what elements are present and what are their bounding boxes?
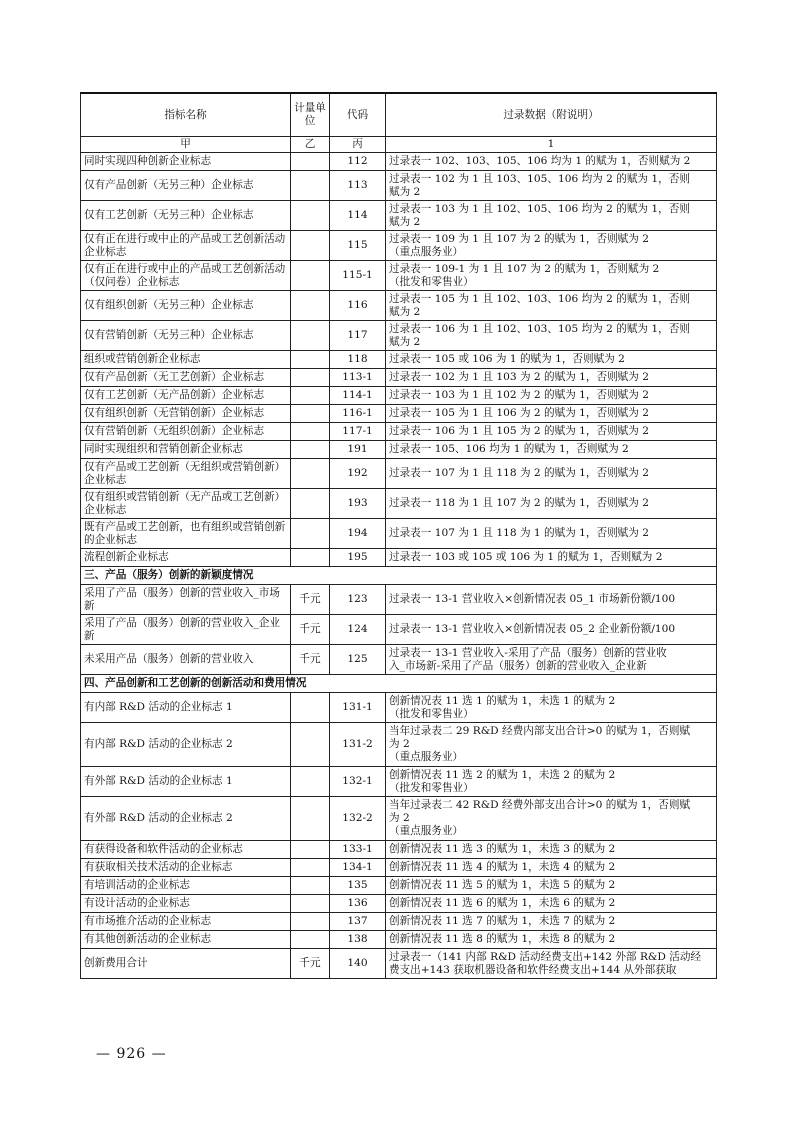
- row-desc-line: 赋为 2: [389, 185, 421, 198]
- table-row: [81, 693, 717, 723]
- row-name: 组织或营销创新企业标志: [81, 351, 291, 369]
- header-unit: 计量单位: [291, 93, 330, 137]
- row-desc-line: 过录表一 103 或 105 或 106 为 1 的赋为 1，否则赋为 2: [389, 551, 663, 563]
- row-desc-line: 过录表一 109 为 1 且 107 为 2 的赋为 1，否则赋为 2: [389, 232, 649, 245]
- table-row: [81, 585, 717, 615]
- row-unit: [291, 459, 330, 489]
- row-desc: [386, 693, 717, 723]
- row-name: 流程创新企业标志: [81, 549, 291, 567]
- row-desc: [386, 949, 717, 979]
- table-row: [81, 369, 717, 387]
- row-code: 133-1: [330, 841, 386, 859]
- row-name: 创新费用合计: [81, 949, 291, 979]
- row-desc-line: 创新情况表 11 选 8 的赋为 1，未选 8 的赋为 2: [389, 933, 616, 945]
- label-name: 甲: [81, 137, 291, 153]
- section-row: [81, 567, 717, 585]
- table-row: [81, 723, 717, 767]
- row-unit: [291, 387, 330, 405]
- row-code: 136: [330, 895, 386, 913]
- row-code: 195: [330, 549, 386, 567]
- table-row: [81, 171, 717, 201]
- row-desc: [386, 405, 717, 423]
- table-row: [81, 913, 717, 931]
- row-unit: [291, 859, 330, 877]
- row-desc: [386, 913, 717, 931]
- section-row: [81, 675, 717, 693]
- row-desc-line: 为 2: [389, 812, 410, 824]
- table-row: [81, 877, 717, 895]
- table-row: [81, 153, 717, 171]
- row-name: 有市场推介活动的企业标志: [81, 913, 291, 931]
- row-name: 仅有组织创新（无营销创新）企业标志: [81, 405, 291, 423]
- row-desc: [386, 585, 717, 615]
- row-unit: 千元: [291, 585, 330, 615]
- row-desc-line: 为 2: [389, 738, 410, 750]
- row-desc: [386, 171, 717, 201]
- table-row: [81, 645, 717, 675]
- row-code: 115-1: [330, 261, 386, 291]
- row-code: 191: [330, 441, 386, 459]
- row-desc: [386, 645, 717, 675]
- row-name: 同时实现组织和营销创新企业标志: [81, 441, 291, 459]
- table-row: [81, 797, 717, 841]
- table-header-row: [81, 93, 717, 137]
- table-row: [81, 351, 717, 369]
- header-name: 指标名称: [81, 93, 291, 137]
- label-code: 丙: [330, 137, 386, 153]
- row-desc-line: 过录表一 118 为 1 且 107 为 2 的赋为 1，否则赋为 2: [389, 497, 649, 509]
- row-name: 仅有正在进行或中止的产品或工艺创新活动（仅问卷）企业标志: [81, 261, 291, 291]
- row-name: 仅有产品创新（无工艺创新）企业标志: [81, 369, 291, 387]
- row-desc-line: 创新情况表 11 选 5 的赋为 1，未选 5 的赋为 2: [389, 879, 616, 891]
- row-desc: [386, 549, 717, 567]
- row-desc-line: 赋为 2: [389, 305, 421, 318]
- row-unit: [291, 405, 330, 423]
- row-unit: [291, 261, 330, 291]
- row-desc: [386, 261, 717, 291]
- row-name: 有内部 R&D 活动的企业标志 1: [81, 693, 291, 723]
- row-desc: [386, 931, 717, 949]
- row-desc-line: 创新情况表 11 选 4 的赋为 1，未选 4 的赋为 2: [389, 861, 616, 873]
- row-desc: [386, 723, 717, 767]
- row-unit: [291, 291, 330, 321]
- row-name: 既有产品或工艺创新，也有组织或营销创新的企业标志: [81, 519, 291, 549]
- row-unit: 千元: [291, 615, 330, 645]
- table-row: [81, 767, 717, 797]
- row-desc: [386, 321, 717, 351]
- row-desc: [386, 291, 717, 321]
- row-unit: [291, 489, 330, 519]
- row-desc-line: 过录表一 103 为 1 且 102、105、106 均为 2 的赋为 1，否则: [389, 202, 690, 215]
- row-desc-line: 过录表一 106 为 1 且 105 为 2 的赋为 1，否则赋为 2: [389, 425, 649, 437]
- section-title: 三、产品（服务）创新的新颖度情况: [81, 567, 717, 585]
- row-desc: [386, 767, 717, 797]
- row-desc: [386, 387, 717, 405]
- row-desc-line: （批发和零售业）: [389, 781, 474, 794]
- row-desc: [386, 441, 717, 459]
- row-desc: [386, 369, 717, 387]
- row-unit: [291, 351, 330, 369]
- table-row: [81, 231, 717, 261]
- row-desc: [386, 895, 717, 913]
- row-code: 140: [330, 949, 386, 979]
- row-desc-line: 过录表一 102 为 1 且 103 为 2 的赋为 1，否则赋为 2: [389, 371, 649, 383]
- row-unit: [291, 231, 330, 261]
- row-unit: [291, 519, 330, 549]
- row-desc-line: 当年过录表二 29 R&D 经费内部支出合计>0 的赋为 1，否则赋: [389, 725, 691, 737]
- row-desc-line: 过录表一 107 为 1 且 118 为 1 的赋为 1，否则赋为 2: [389, 527, 649, 539]
- row-desc-line: 入_市场新-采用了产品（服务）创新的营业收入_企业新: [389, 659, 647, 672]
- row-code: 134-1: [330, 859, 386, 877]
- row-unit: [291, 913, 330, 931]
- table-row: [81, 387, 717, 405]
- row-desc: [386, 877, 717, 895]
- row-desc-line: 创新情况表 11 选 2 的赋为 1，未选 2 的赋为 2: [389, 768, 616, 781]
- row-name: 采用了产品（服务）创新的营业收入_企业新: [81, 615, 291, 645]
- row-unit: [291, 369, 330, 387]
- row-name: 仅有工艺创新（无另三种）企业标志: [81, 201, 291, 231]
- row-desc-line: （重点服务业）: [389, 751, 464, 763]
- row-desc: [386, 797, 717, 841]
- row-unit: [291, 723, 330, 767]
- row-name: 仅有组织或营销创新（无产品或工艺创新）企业标志: [81, 489, 291, 519]
- row-code: 138: [330, 931, 386, 949]
- row-code: 116-1: [330, 405, 386, 423]
- row-desc-line: 当年过录表二 42 R&D 经费外部支出合计>0 的赋为 1，否则赋: [389, 799, 691, 811]
- row-name: 有其他创新活动的企业标志: [81, 931, 291, 949]
- table-row: [81, 549, 717, 567]
- table-body: [81, 153, 717, 979]
- row-name: 有内部 R&D 活动的企业标志 2: [81, 723, 291, 767]
- label-desc: 1: [386, 137, 717, 153]
- row-code: 132-2: [330, 797, 386, 841]
- row-code: 117: [330, 321, 386, 351]
- row-desc: [386, 231, 717, 261]
- table-row: [81, 895, 717, 913]
- row-name: 采用了产品（服务）创新的营业收入_市场新: [81, 585, 291, 615]
- row-desc-line: 过录表一（141 内部 R&D 活动经费支出+142 外部 R&D 活动经: [389, 950, 702, 963]
- indicator-table: [80, 92, 717, 979]
- row-desc-line: （重点服务业）: [389, 825, 464, 837]
- row-code: 123: [330, 585, 386, 615]
- table-row: [81, 291, 717, 321]
- row-desc: [386, 841, 717, 859]
- table-row: [81, 201, 717, 231]
- row-desc: [386, 153, 717, 171]
- row-desc: [386, 519, 717, 549]
- row-name: 有设计活动的企业标志: [81, 895, 291, 913]
- row-unit: [291, 895, 330, 913]
- row-desc-line: 创新情况表 11 选 6 的赋为 1，未选 6 的赋为 2: [389, 897, 616, 909]
- row-desc: [386, 615, 717, 645]
- row-code: 113-1: [330, 369, 386, 387]
- row-code: 115: [330, 231, 386, 261]
- row-desc-line: 过录表一 13-1 营业收入-采用了产品（服务）创新的营业收: [389, 646, 667, 659]
- row-desc-line: 创新情况表 11 选 1 的赋为 1，未选 1 的赋为 2: [389, 694, 616, 707]
- table-row: [81, 615, 717, 645]
- row-desc: [386, 459, 717, 489]
- table-row: [81, 405, 717, 423]
- table-row: [81, 489, 717, 519]
- row-desc: [386, 859, 717, 877]
- table-row: [81, 441, 717, 459]
- row-desc-line: 过录表一 102、103、105、106 均为 1 的赋为 1，否则赋为 2: [389, 155, 691, 167]
- row-name: 有外部 R&D 活动的企业标志 1: [81, 767, 291, 797]
- row-code: 114: [330, 201, 386, 231]
- table-row: [81, 321, 717, 351]
- row-code: 114-1: [330, 387, 386, 405]
- row-desc-line: 赋为 2: [389, 215, 421, 228]
- row-desc-line: （批发和零售业）: [389, 275, 474, 288]
- section-title: 四、产品创新和工艺创新的创新活动和费用情况: [81, 675, 717, 693]
- row-code: 194: [330, 519, 386, 549]
- row-desc-line: 过录表一 106 为 1 且 102、103、105 均为 2 的赋为 1，否则: [389, 322, 690, 335]
- row-name: 仅有产品创新（无另三种）企业标志: [81, 171, 291, 201]
- table-row: [81, 261, 717, 291]
- row-name: 仅有营销创新（无组织创新）企业标志: [81, 423, 291, 441]
- row-code: 113: [330, 171, 386, 201]
- row-desc-line: 过录表一 107 为 1 且 118 为 2 的赋为 1，否则赋为 2: [389, 467, 649, 479]
- row-unit: [291, 441, 330, 459]
- table-row: [81, 859, 717, 877]
- row-code: 132-1: [330, 767, 386, 797]
- row-code: 193: [330, 489, 386, 519]
- table-row: [81, 459, 717, 489]
- row-name: 仅有工艺创新（无产品创新）企业标志: [81, 387, 291, 405]
- row-code: 135: [330, 877, 386, 895]
- row-name: 有获得设备和软件活动的企业标志: [81, 841, 291, 859]
- row-name: 有培训活动的企业标志: [81, 877, 291, 895]
- table-row: [81, 949, 717, 979]
- row-desc-line: 过录表一 103 为 1 且 102 为 2 的赋为 1，否则赋为 2: [389, 389, 649, 401]
- table-row: [81, 423, 717, 441]
- header-desc: 过录数据（附说明）: [386, 93, 717, 137]
- column-label-row: [81, 137, 717, 153]
- row-desc-line: 过录表一 105 为 1 且 106 为 2 的赋为 1，否则赋为 2: [389, 407, 649, 419]
- row-code: 192: [330, 459, 386, 489]
- row-desc-line: （重点服务业）: [389, 245, 464, 258]
- row-name: 仅有组织创新（无另三种）企业标志: [81, 291, 291, 321]
- row-unit: [291, 153, 330, 171]
- row-code: 112: [330, 153, 386, 171]
- row-name: 未采用产品（服务）创新的营业收入: [81, 645, 291, 675]
- row-desc-line: 过录表一 109-1 为 1 且 107 为 2 的赋为 1，否则赋为 2: [389, 262, 660, 275]
- row-code: 117-1: [330, 423, 386, 441]
- row-unit: [291, 931, 330, 949]
- row-unit: [291, 693, 330, 723]
- row-desc: [386, 423, 717, 441]
- row-unit: 千元: [291, 645, 330, 675]
- row-desc-line: 过录表一 102 为 1 且 103、105、106 均为 2 的赋为 1，否则: [389, 172, 690, 185]
- page-number: — 926 —: [96, 1046, 167, 1062]
- row-desc-line: 过录表一 13-1 营业收入×创新情况表 05_2 企业新份额/100: [389, 623, 676, 635]
- row-desc-line: 过录表一 105 或 106 为 1 的赋为 1，否则赋为 2: [389, 353, 625, 365]
- row-unit: 千元: [291, 949, 330, 979]
- row-unit: [291, 549, 330, 567]
- row-code: 124: [330, 615, 386, 645]
- row-code: 137: [330, 913, 386, 931]
- row-code: 125: [330, 645, 386, 675]
- row-desc: [386, 201, 717, 231]
- row-desc-line: 创新情况表 11 选 7 的赋为 1，未选 7 的赋为 2: [389, 915, 616, 927]
- row-unit: [291, 321, 330, 351]
- row-name: 仅有营销创新（无另三种）企业标志: [81, 321, 291, 351]
- row-unit: [291, 767, 330, 797]
- row-desc-line: 过录表一 105、106 均为 1 的赋为 1，否则赋为 2: [389, 443, 629, 455]
- row-code: 118: [330, 351, 386, 369]
- row-name: 仅有产品或工艺创新（无组织或营销创新）企业标志: [81, 459, 291, 489]
- row-name: 有外部 R&D 活动的企业标志 2: [81, 797, 291, 841]
- table-row: [81, 841, 717, 859]
- label-unit: 乙: [291, 137, 330, 153]
- row-desc-line: 过录表一 13-1 营业收入×创新情况表 05_1 市场新份额/100: [389, 593, 676, 605]
- row-unit: [291, 171, 330, 201]
- header-code: 代码: [330, 93, 386, 137]
- row-desc-line: 费支出+143 获取机器设备和软件经费支出+144 从外部获取: [389, 963, 677, 976]
- row-name: 有获取相关技术活动的企业标志: [81, 859, 291, 877]
- row-desc-line: 过录表一 105 为 1 且 102、103、106 均为 2 的赋为 1，否则: [389, 292, 690, 305]
- table-row: [81, 931, 717, 949]
- row-desc-line: 赋为 2: [389, 335, 421, 348]
- row-unit: [291, 797, 330, 841]
- row-desc: [386, 351, 717, 369]
- table-row: [81, 519, 717, 549]
- row-desc-line: （批发和零售业）: [389, 707, 474, 720]
- row-code: 131-1: [330, 693, 386, 723]
- row-unit: [291, 877, 330, 895]
- row-name: 仅有正在进行或中止的产品或工艺创新活动企业标志: [81, 231, 291, 261]
- row-unit: [291, 423, 330, 441]
- row-unit: [291, 201, 330, 231]
- row-code: 131-2: [330, 723, 386, 767]
- row-name: 同时实现四种创新企业标志: [81, 153, 291, 171]
- row-unit: [291, 841, 330, 859]
- row-code: 116: [330, 291, 386, 321]
- row-desc-line: 创新情况表 11 选 3 的赋为 1，未选 3 的赋为 2: [389, 843, 616, 855]
- row-desc: [386, 489, 717, 519]
